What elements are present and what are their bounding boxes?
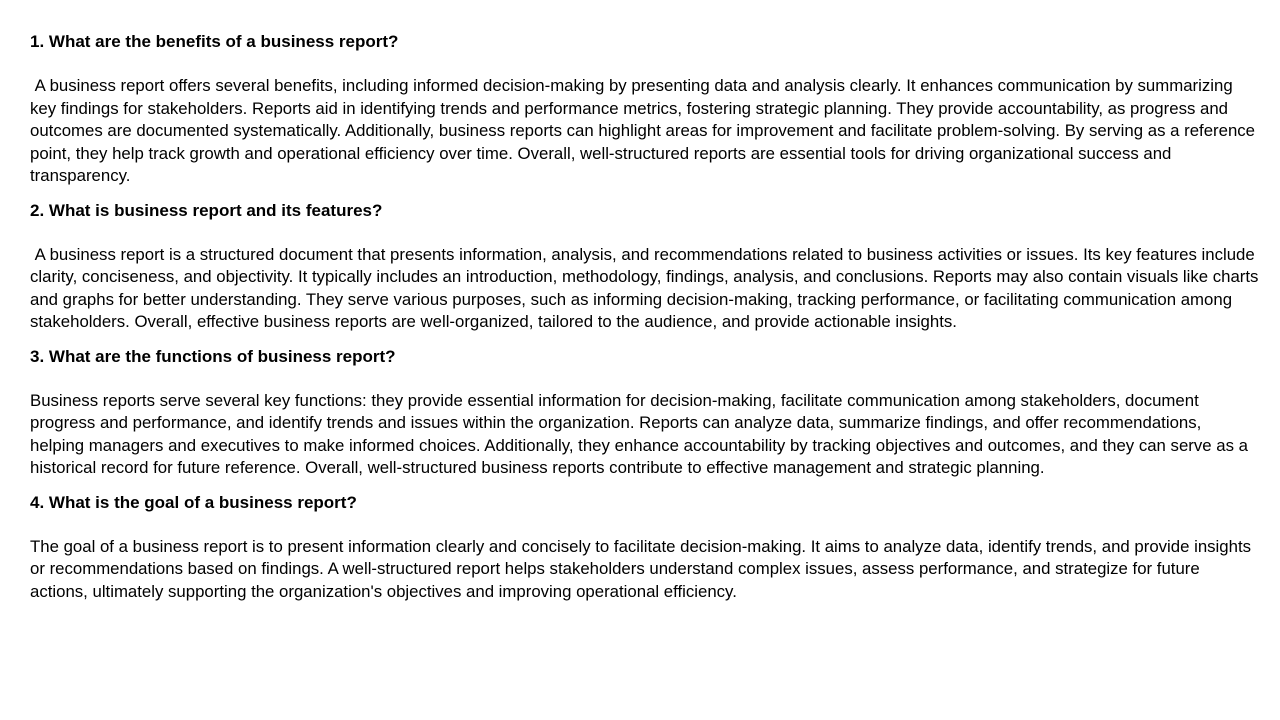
faq-answer: The goal of a business report is to present information clearly and concisely to facilitate decision-making. It aims to analyze data, identify trends, and provide insights or recommendations based on findings. A well-structured report helps stakeholders understand complex issues, assess performance, and strategize for future actions, ultimately supporting the organization's objectives and improving operational efficiency. (30, 536, 1256, 601)
faq-answer: Business reports serve several key functions: they provide essential information for decision-making, facilitate communication among stakeholders, document progress and performance, and identify trends and issues within the organization. Reports can analyze data, summarize findings, and offer recommendations, helping managers and executives to make informed choices. Additionally, they enhance accountability by tracking objectives and outcomes, and they can serve as a historical record for future reference. Overall, well-structured business reports contribute to effective management and strategic planning. (30, 390, 1253, 477)
faq-item-1 (30, 31, 1260, 188)
faq-item-2 (30, 200, 1264, 334)
faq-answer: A business report offers several benefits, including informed decision-making by presenting data and analysis clearly. It enhances communication by summarizing key findings for stakeholders. Reports aid in identifying trends and performance metrics, fostering strategic planning. They provide accountability, as progress and outcomes are documented systematically. Additionally, business reports can highlight areas for improvement and facilitate problem-solving. By serving as a reference point, they help track growth and operational efficiency over time. Overall, well-structured reports are essential tools for driving organizational success and transparency. (30, 76, 1260, 185)
faq-answer: A business report is a structured document that presents information, analysis, and recommendations related to business activities or issues. Its key features include clarity, conciseness, and objectivity. It typically includes an introduction, methodology, findings, analysis, and conclusions. Reports may also contain visuals like charts and graphs for better understanding. They serve various purposes, such as informing decision-making, tracking performance, or facilitating communication among stakeholders. Overall, effective business reports are well-organized, tailored to the audience, and provide actionable insights. (30, 244, 1264, 331)
faq-item-4 (30, 492, 1260, 604)
faq-question: 2. What is business report and its features? (30, 200, 383, 220)
faq-question: 3. What are the functions of business report? (30, 346, 396, 366)
faq-item-3 (30, 346, 1260, 480)
faq-question: 4. What is the goal of a business report? (30, 492, 357, 512)
faq-question: 1. What are the benefits of a business report? (30, 32, 399, 51)
